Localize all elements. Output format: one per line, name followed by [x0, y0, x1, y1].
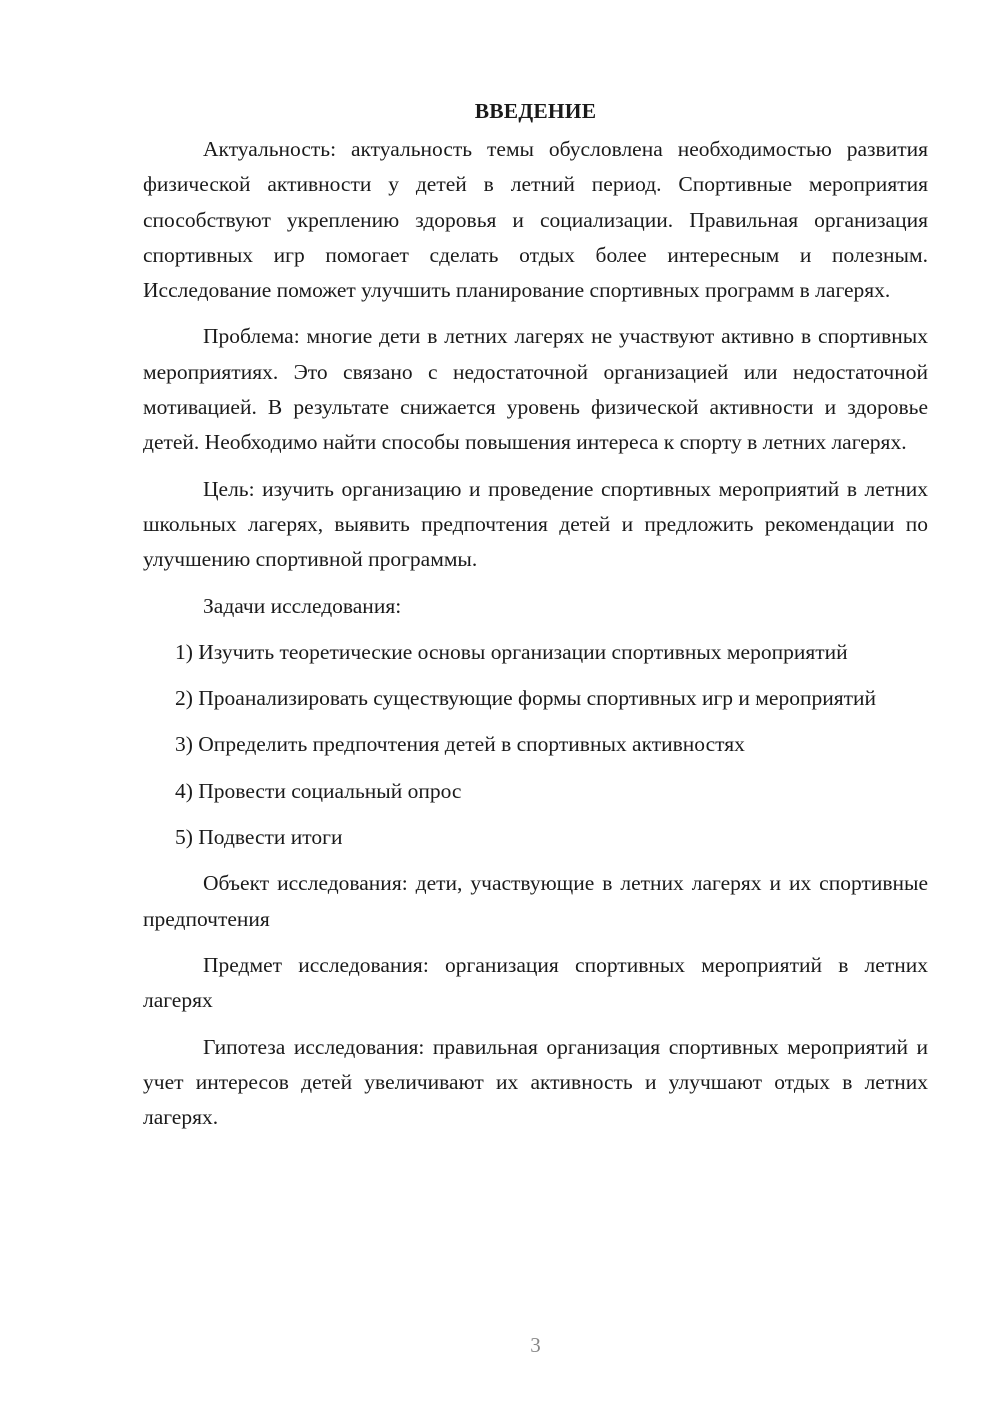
tasks-heading: Задачи исследования: [203, 593, 402, 618]
page-number: 3 [530, 1333, 541, 1357]
list-item-task-4: 4) Провести социальный опрос [175, 778, 462, 803]
list-item-task-2: 2) Проанализировать существующие формы спортивных игр и мероприятий [175, 686, 877, 711]
page-title: ВВЕДЕНИЕ [474, 99, 597, 123]
paragraph-subject: Предмет исследования: организация спортивных мероприятий в летних лагерях [143, 952, 928, 1013]
paragraph-goal: Цель: изучить организацию и проведение спортивных мероприятий в летних школьных лагерях, выявить предпочтения детей и предложить рекомендации по улучшению спортивной программы. [143, 476, 928, 572]
paragraph-hypothesis: Гипотеза исследования: правильная организация спортивных мероприятий и учет интересов детей увеличивают их активность и улучшают отдых в летних лагерях. [143, 1034, 928, 1130]
paragraph-object: Объект исследования: дети, участвующие в летних лагерях и их спортивные предпочтения [143, 871, 928, 931]
list-item-task-5: 5) Подвести итоги [175, 825, 343, 850]
list-item-task-3: 3) Определить предпочтения детей в спортивных активностях [175, 732, 745, 757]
document-page [143, 94, 928, 1135]
list-item-task-1: 1) Изучить теоретические основы организации спортивных мероприятий [175, 639, 848, 664]
paragraph-problem: Проблема: многие дети в летних лагерях не участвуют активно в спортивных мероприятиях. Это связано с недостаточной организацией или недостаточной мотивацией. В результате снижается уровень физической активности и здоровье детей. Необходимо найти способы повышения интереса к спорту в летних лагерях. [143, 324, 928, 455]
paragraph-relevance: Актуальность: актуальность темы обусловлена необходимостью развития физической активности у детей в летний период. Спортивные мероприятия способствуют укреплению здоровья и социализации. Правильная организация спортивных игр помогает сделать отдых более интересным и полезным. Исследование поможет улучшить планирование спортивных программ в лагерях. [143, 137, 928, 303]
